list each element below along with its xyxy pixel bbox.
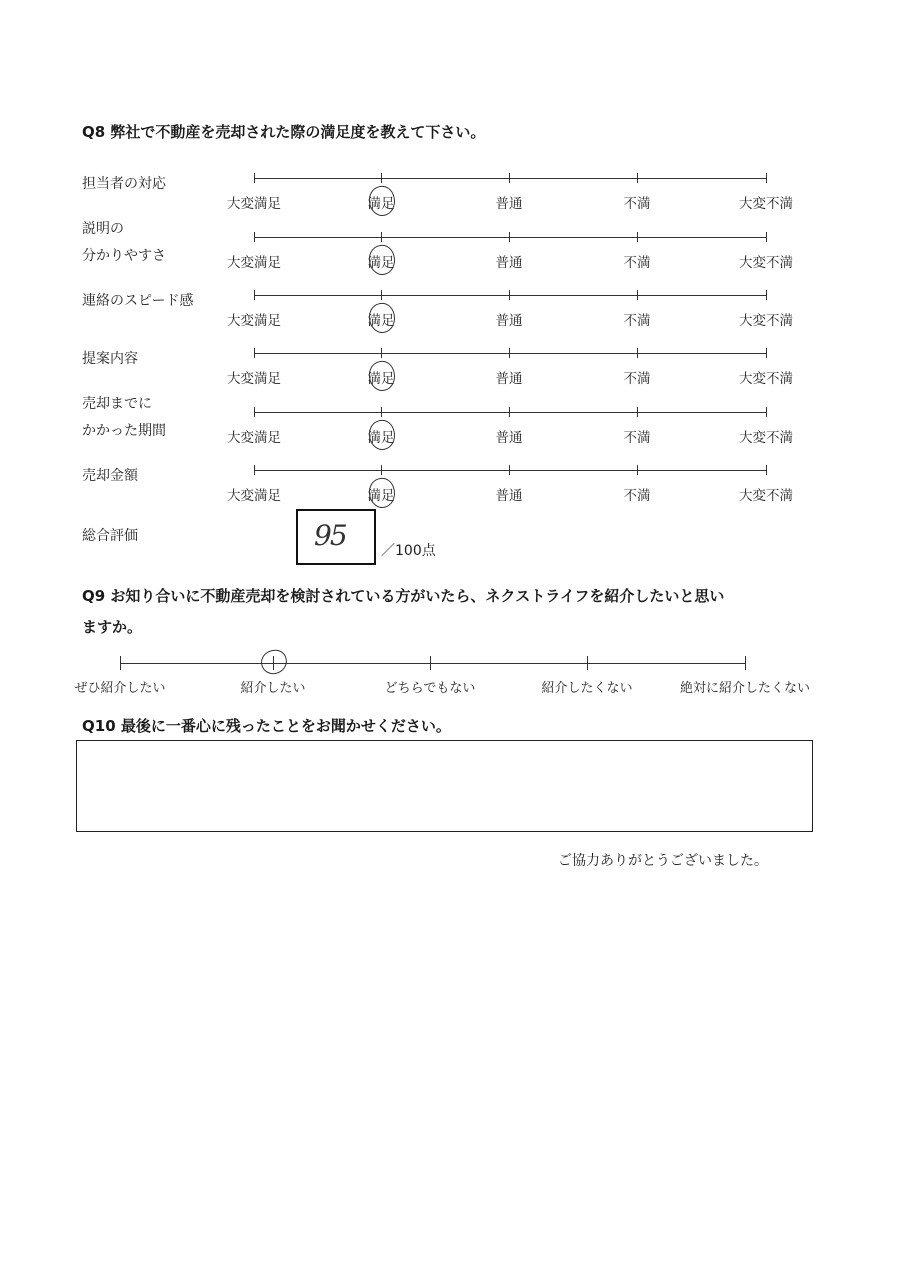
q8-scale-tick bbox=[766, 290, 767, 300]
overall-score-box[interactable] bbox=[296, 509, 376, 565]
q8-scale-tick bbox=[766, 232, 767, 242]
q8-option-label[interactable]: 不満 bbox=[623, 488, 651, 504]
q8-option-label[interactable]: 満足 bbox=[367, 488, 395, 504]
q9-title-line-2: ますか。 bbox=[82, 618, 143, 636]
q9-option-label[interactable]: 絶対に紹介したくない bbox=[679, 681, 811, 696]
q8-option-label[interactable]: 大変不満 bbox=[739, 196, 793, 212]
q8-option-label[interactable]: 大変不満 bbox=[739, 255, 793, 271]
q9-scale-tick bbox=[120, 656, 121, 670]
q8-scale-tick bbox=[637, 173, 638, 183]
q8-scale-tick bbox=[637, 348, 638, 358]
q8-scale-line bbox=[254, 178, 766, 179]
q8-row-label: 提案内容 bbox=[82, 351, 138, 367]
q8-option-label[interactable]: 満足 bbox=[367, 255, 395, 271]
q9-scale-tick bbox=[745, 656, 746, 670]
q10-title: Q10 最後に一番心に残ったことをお聞かせください。 bbox=[82, 717, 451, 735]
overall-score-value: 95 bbox=[314, 519, 346, 552]
q9-option-label[interactable]: 紹介したい bbox=[240, 681, 306, 696]
q8-scale-tick bbox=[509, 465, 510, 475]
q8-scale-line bbox=[254, 295, 766, 296]
q8-row-label: 売却までに bbox=[82, 396, 152, 412]
q8-scale-tick bbox=[381, 290, 382, 300]
q8-option-label[interactable]: 満足 bbox=[367, 430, 395, 446]
q9-scale-tick bbox=[587, 656, 588, 670]
q8-scale-tick bbox=[509, 407, 510, 417]
q8-scale-line bbox=[254, 353, 766, 354]
q8-title: Q8 弊社で不動産を売却された際の満足度を教えて下さい。 bbox=[82, 123, 486, 141]
overall-rating-label: 総合評価 bbox=[82, 528, 138, 544]
q8-option-label[interactable]: 大変満足 bbox=[227, 488, 281, 504]
q8-scale-tick bbox=[254, 348, 255, 358]
q8-option-label[interactable]: 大変満足 bbox=[227, 196, 281, 212]
q8-scale-tick bbox=[509, 348, 510, 358]
q9-option-label[interactable]: 紹介したくない bbox=[541, 681, 633, 696]
q8-scale-tick bbox=[254, 407, 255, 417]
q8-scale-tick bbox=[381, 407, 382, 417]
q8-selected-circle bbox=[366, 359, 398, 394]
q8-scale-line bbox=[254, 470, 766, 471]
q8-row-label: 説明の bbox=[82, 221, 124, 237]
q9-option-label[interactable]: どちらでもない bbox=[384, 681, 476, 696]
q8-scale-tick bbox=[637, 232, 638, 242]
q8-option-label[interactable]: 普通 bbox=[495, 430, 523, 446]
q8-scale-tick bbox=[254, 232, 255, 242]
q8-option-label[interactable]: 不満 bbox=[623, 430, 651, 446]
q8-scale-tick bbox=[381, 348, 382, 358]
q8-row-label: 分かりやすさ bbox=[82, 248, 166, 264]
q8-scale-tick bbox=[637, 407, 638, 417]
q8-option-label[interactable]: 不満 bbox=[623, 196, 651, 212]
q8-option-label[interactable]: 大変不満 bbox=[739, 430, 793, 446]
q8-option-label[interactable]: 不満 bbox=[623, 255, 651, 271]
q8-scale-tick bbox=[766, 348, 767, 358]
q8-scale-line bbox=[254, 237, 766, 238]
q8-scale-tick bbox=[381, 465, 382, 475]
q9-option-label[interactable]: ぜひ紹介したい bbox=[74, 681, 166, 696]
q8-option-label[interactable]: 不満 bbox=[623, 313, 651, 329]
closing-message: ご協力ありがとうございました。 bbox=[558, 853, 768, 869]
q8-option-label[interactable]: 普通 bbox=[495, 255, 523, 271]
q8-selected-circle bbox=[366, 184, 398, 219]
q8-scale-tick bbox=[766, 465, 767, 475]
q9-selected-circle bbox=[259, 648, 289, 677]
q8-option-label[interactable]: 普通 bbox=[495, 488, 523, 504]
q8-row-label: かかった期間 bbox=[82, 423, 166, 439]
q8-scale-tick bbox=[509, 232, 510, 242]
q8-scale-tick bbox=[254, 290, 255, 300]
q8-selected-circle bbox=[366, 243, 398, 278]
q9-scale-line bbox=[120, 663, 745, 664]
q9-scale-tick bbox=[430, 656, 431, 670]
q8-scale-tick bbox=[509, 173, 510, 183]
q8-row-label: 売却金額 bbox=[82, 468, 138, 484]
q10-answer-box[interactable] bbox=[76, 740, 813, 832]
q8-option-label[interactable]: 満足 bbox=[367, 313, 395, 329]
q8-scale-line bbox=[254, 412, 766, 413]
q8-selected-circle bbox=[366, 476, 398, 511]
q8-option-label[interactable]: 大変不満 bbox=[739, 488, 793, 504]
q9-title-line-1: Q9 お知り合いに不動産売却を検討されている方がいたら、ネクストライフを紹介したいと思い bbox=[82, 587, 725, 605]
q8-option-label[interactable]: 不満 bbox=[623, 371, 651, 387]
q8-scale-tick bbox=[509, 290, 510, 300]
q8-scale-tick bbox=[637, 465, 638, 475]
q8-option-label[interactable]: 大変不満 bbox=[739, 313, 793, 329]
q8-option-label[interactable]: 大変満足 bbox=[227, 313, 281, 329]
q8-row-label: 連絡のスピード感 bbox=[82, 293, 194, 309]
overall-score-unit: ／100点 bbox=[381, 543, 436, 559]
q8-scale-tick bbox=[766, 407, 767, 417]
q8-option-label[interactable]: 大変満足 bbox=[227, 371, 281, 387]
q8-scale-tick bbox=[766, 173, 767, 183]
q8-row-label: 担当者の対応 bbox=[82, 176, 166, 192]
q8-option-label[interactable]: 満足 bbox=[367, 371, 395, 387]
q8-option-label[interactable]: 普通 bbox=[495, 196, 523, 212]
q8-option-label[interactable]: 普通 bbox=[495, 371, 523, 387]
q8-selected-circle bbox=[366, 418, 398, 453]
q8-scale-tick bbox=[254, 465, 255, 475]
q8-scale-tick bbox=[637, 290, 638, 300]
q8-option-label[interactable]: 大変不満 bbox=[739, 371, 793, 387]
q8-option-label[interactable]: 普通 bbox=[495, 313, 523, 329]
q8-option-label[interactable]: 満足 bbox=[367, 196, 395, 212]
q8-scale-tick bbox=[381, 173, 382, 183]
q8-option-label[interactable]: 大変満足 bbox=[227, 255, 281, 271]
q8-selected-circle bbox=[366, 301, 398, 336]
q8-scale-tick bbox=[381, 232, 382, 242]
q8-option-label[interactable]: 大変満足 bbox=[227, 430, 281, 446]
q8-scale-tick bbox=[254, 173, 255, 183]
